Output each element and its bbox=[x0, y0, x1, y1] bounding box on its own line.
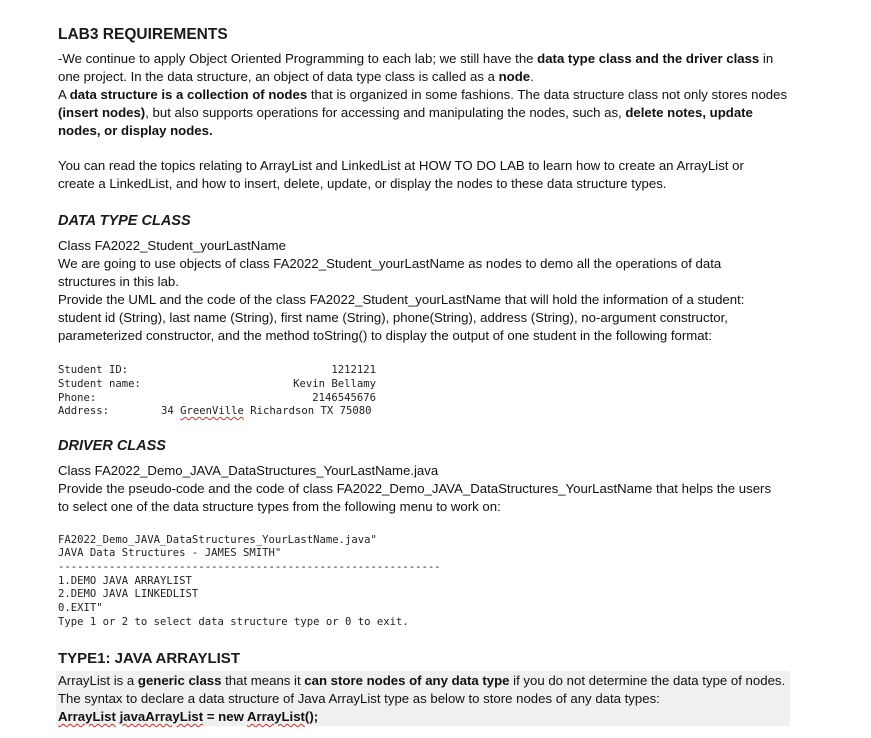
sample-value: 34 bbox=[161, 405, 181, 417]
sample-row-phone bbox=[58, 392, 376, 406]
intro-text: , but also supports operations for accessing and manipulating the nodes, such as, bbox=[145, 105, 626, 120]
intro-text: . bbox=[530, 69, 534, 84]
sample-label: Student ID: bbox=[58, 364, 129, 376]
type1-bold: can store nodes of any data type bbox=[304, 673, 510, 688]
spellcheck-word: ArrayList bbox=[247, 709, 305, 724]
type1-text: if you do not determine the data type of nodes. bbox=[509, 673, 786, 688]
spellcheck-word: javaArrayList bbox=[119, 709, 204, 724]
intro-bold: (insert nodes) bbox=[58, 105, 146, 120]
intro-text: one project. In the data structure, an object of data type class is called as a bbox=[58, 69, 499, 84]
intro-text: -We continue to apply Object Oriented Programming to each lab; we still have the bbox=[58, 51, 538, 66]
menu-separator: ------------------------------------------------------------ bbox=[58, 561, 441, 573]
data-type-line-5: student id (String), last name (String), first name (String), phone(String), address (String), no-argument constructor, bbox=[58, 310, 728, 325]
type1-text: that means it bbox=[221, 673, 305, 688]
menu-line-1: FA2022_Demo_JAVA_DataStructures_YourLastName.java" bbox=[58, 534, 377, 546]
spellcheck-word: ArrayList bbox=[58, 709, 116, 724]
sample-row-id bbox=[58, 364, 376, 378]
menu-line-4: 1.DEMO JAVA ARRAYLIST bbox=[58, 575, 192, 587]
data-type-line-4: Provide the UML and the code of the class FA2022_Student_yourLastName that will hold the information of a student: bbox=[58, 292, 745, 307]
sample-label: Student name: bbox=[58, 378, 141, 390]
type1-heading: TYPE1: JAVA ARRAYLIST bbox=[58, 650, 240, 667]
data-type-line-6: parameterized constructor, and the method toString() to display the output of one student in the following format: bbox=[58, 328, 712, 343]
sample-value: Richardson TX 75080 bbox=[243, 405, 372, 417]
page-title: LAB3 REQUIREMENTS bbox=[58, 26, 228, 43]
driver-line-2: Provide the pseudo-code and the code of class FA2022_Demo_JAVA_DataStructures_YourLastName that helps the users bbox=[58, 481, 772, 496]
type1-bold: generic class bbox=[137, 673, 222, 688]
intro-line-3 bbox=[58, 86, 798, 104]
spellcheck-word: GreenVille bbox=[180, 405, 244, 417]
type1-line-1 bbox=[58, 672, 798, 690]
intro-line-5: nodes, or display nodes. bbox=[58, 123, 213, 138]
sample-label: Address: bbox=[58, 405, 110, 417]
data-type-line-2: We are going to use objects of class FA2022_Student_yourLastName as nodes to demo all the operations of data bbox=[58, 256, 722, 271]
intro-text: that is organized in some fashions. The data structure class not only stores nodes bbox=[307, 87, 788, 102]
intro-text: in bbox=[759, 51, 774, 66]
type1-code-line bbox=[58, 708, 798, 726]
sample-value: 1212121 bbox=[331, 364, 376, 376]
intro-text: A bbox=[58, 87, 70, 102]
intro-bold: node bbox=[498, 69, 531, 84]
data-type-heading: DATA TYPE CLASS bbox=[58, 213, 191, 229]
code-text: = new bbox=[203, 709, 248, 724]
data-type-line-3: structures in this lab. bbox=[58, 274, 179, 289]
sample-value: 2146545676 bbox=[312, 392, 376, 404]
menu-line-6: 0.EXIT" bbox=[58, 602, 103, 614]
driver-line-3: to select one of the data structure types from the following menu to work on: bbox=[58, 499, 501, 514]
sample-label: Phone: bbox=[58, 392, 97, 404]
sample-value: Kevin Bellamy bbox=[293, 378, 376, 390]
sample-row-name bbox=[58, 378, 376, 392]
code-text: (); bbox=[304, 709, 319, 724]
intro-bold: data structure is a collection of nodes bbox=[69, 87, 308, 102]
driver-heading: DRIVER CLASS bbox=[58, 438, 166, 454]
data-type-line-1: Class FA2022_Student_yourLastName bbox=[58, 238, 286, 253]
menu-line-5: 2.DEMO JAVA LINKEDLIST bbox=[58, 588, 199, 600]
read-line-2: create a LinkedList, and how to insert, delete, update, or display the nodes to these data structure types. bbox=[58, 176, 667, 191]
intro-line-1 bbox=[58, 50, 798, 68]
intro-line-4 bbox=[58, 104, 798, 122]
type1-text: ArrayList is a bbox=[58, 673, 138, 688]
driver-line-1: Class FA2022_Demo_JAVA_DataStructures_YourLastName.java bbox=[58, 463, 439, 478]
intro-bold: data type class and the driver class bbox=[537, 51, 760, 66]
type1-line-2: The syntax to declare a data structure of Java ArrayList type as below to store nodes of any data types: bbox=[58, 691, 660, 706]
read-line-1: You can read the topics relating to ArrayList and LinkedList at HOW TO DO LAB to learn how to create an ArrayList or bbox=[58, 158, 744, 173]
menu-line-2: JAVA Data Structures - JAMES SMITH" bbox=[58, 547, 282, 559]
intro-bold: delete notes, update bbox=[625, 105, 753, 120]
sample-row-address bbox=[58, 405, 371, 419]
menu-line-7: Type 1 or 2 to select data structure type or 0 to exit. bbox=[58, 616, 409, 628]
intro-line-2 bbox=[58, 68, 798, 86]
